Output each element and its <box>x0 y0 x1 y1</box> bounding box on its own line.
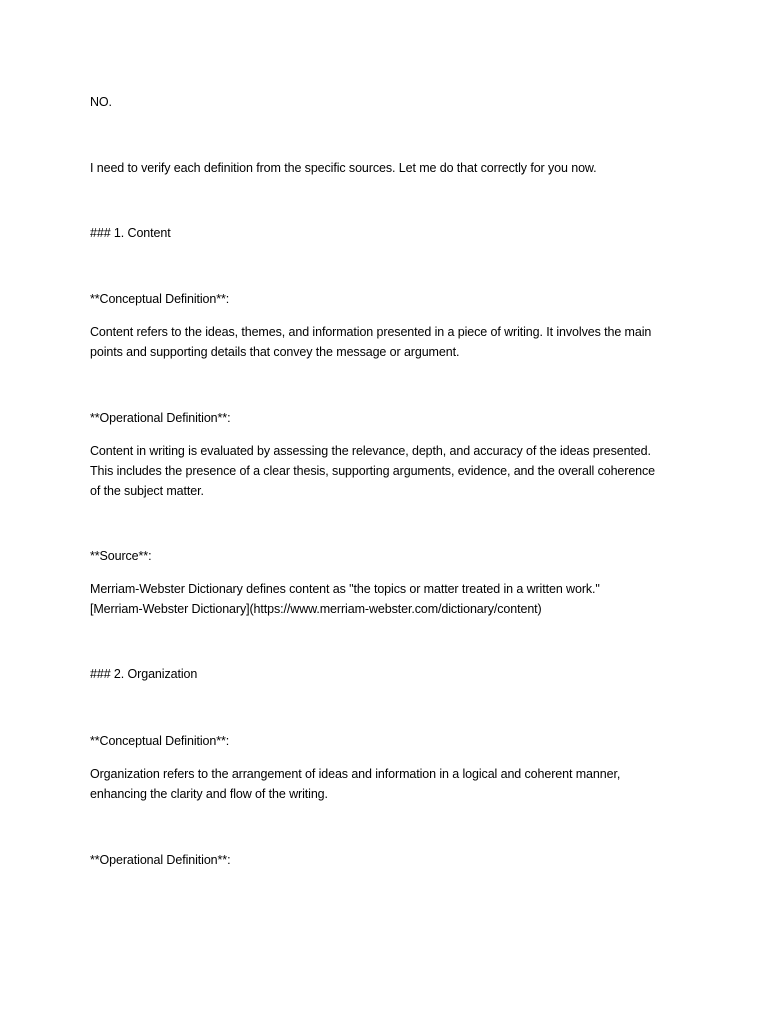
operational-definition-label: **Operational Definition**: <box>90 411 231 425</box>
source-label: **Source**: <box>90 549 152 563</box>
paragraph-line: Organization refers to the arrangement of ideas and information in a logical and coherent manner, <box>90 767 621 781</box>
paragraph-line: This includes the presence of a clear thesis, supporting arguments, evidence, and the overall coherence <box>90 464 656 478</box>
paragraph-line: of the subject matter. <box>90 484 204 498</box>
intro-line: I need to verify each definition from the specific sources. Let me do that correctly for you now. <box>90 161 597 175</box>
heading-organization: ### 2. Organization <box>90 667 198 681</box>
paragraph-line: Content refers to the ideas, themes, and information presented in a piece of writing. It involves the main <box>90 325 652 339</box>
paragraph-line: points and supporting details that convey the message or argument. <box>90 345 460 359</box>
paragraph-line: enhancing the clarity and flow of the writing. <box>90 787 328 801</box>
source-link-line: [Merriam-Webster Dictionary](https://www.merriam-webster.com/dictionary/content) <box>90 602 542 616</box>
paragraph-line: Content in writing is evaluated by assessing the relevance, depth, and accuracy of the ideas presented. <box>90 444 651 458</box>
answer-line: NO. <box>90 95 112 109</box>
operational-definition-label: **Operational Definition**: <box>90 853 231 867</box>
conceptual-definition-label: **Conceptual Definition**: <box>90 734 230 748</box>
heading-content: ### 1. Content <box>90 226 171 240</box>
conceptual-definition-label: **Conceptual Definition**: <box>90 292 230 306</box>
paragraph-line: Merriam-Webster Dictionary defines content as "the topics or matter treated in a written work." <box>90 582 600 596</box>
